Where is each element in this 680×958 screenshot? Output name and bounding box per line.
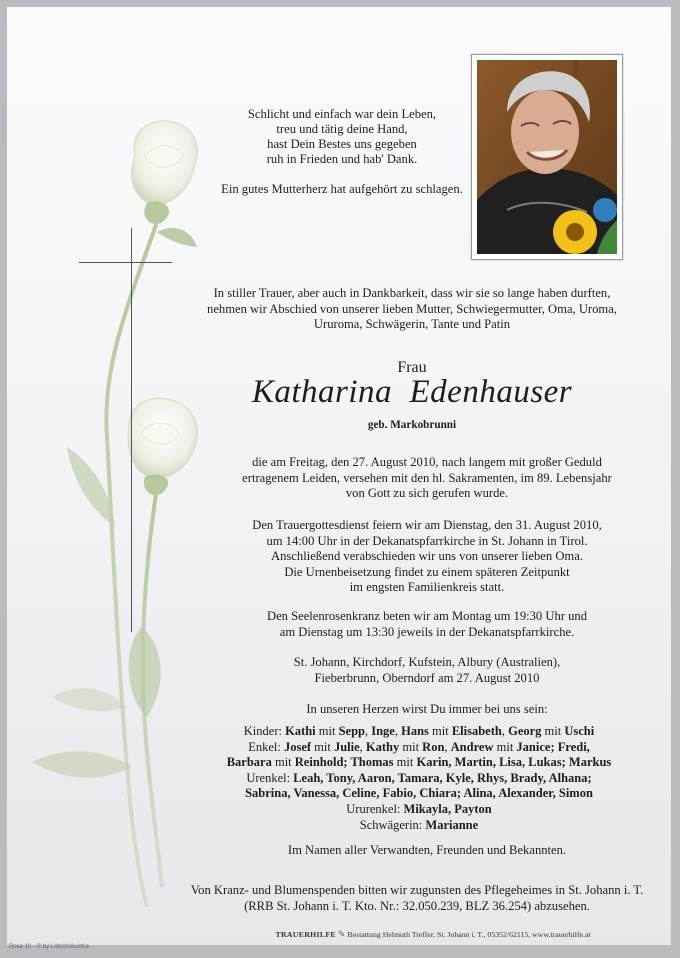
portrait-frame xyxy=(471,54,623,260)
rosary-notice xyxy=(207,609,647,640)
rosary-line: Den Seelenrosenkranz beten wir am Montag um 19:30 Uhr und xyxy=(266,609,587,623)
donation-notice xyxy=(167,883,667,914)
family-schwaegerin: Schwägerin: Marianne xyxy=(359,817,479,832)
salutation: Frau xyxy=(397,359,427,376)
service-line: im engsten Familienkreis statt. xyxy=(349,580,505,594)
poem-closing: Ein gutes Mutterherz hat aufgehört zu schlagen. xyxy=(221,182,463,196)
family-kinder: Kinder: Kathi mit Sepp, Inge, Hans mit Elisabeth, Georg mit Uschi xyxy=(243,724,595,738)
service-line: Anschließend verabschieden wir uns von unserer lieben Oma. xyxy=(271,549,583,563)
obituary-sheet xyxy=(7,7,671,945)
cross-horizontal-bar xyxy=(79,262,172,263)
rosary-line: am Dienstag um 13:30 jeweils in der Dekanatspfarrkirche. xyxy=(279,624,575,639)
funeral-service xyxy=(207,518,647,596)
death-line: ertragenem Leiden, versehen mit den hl. Sakramenten, im 89. Lebensjahr xyxy=(242,470,612,485)
family-ururenkel: Ururenkel: Mikayla, Payton xyxy=(346,801,492,816)
intro-line: In stiller Trauer, aber auch in Dankbarkeit, dass wir sie so lange haben durften, xyxy=(213,286,611,300)
family-list xyxy=(169,724,669,833)
poem xyxy=(207,107,477,197)
hearts-line: In unseren Herzen wirst Du immer bei uns sein: xyxy=(306,702,548,716)
places-line: St. Johann, Kirchdorf, Kufstein, Albury (Australien), xyxy=(293,655,561,669)
donation-line: Von Kranz- und Blumenspenden bitten wir zugunsten des Pflegeheimes in St. Johann i. T. xyxy=(190,883,644,897)
intro-line: nehmen wir Abschied von unserer lieben Mutter, Schwiegermutter, Oma, Uroma, xyxy=(207,301,617,316)
service-line: Die Urnenbeisetzung findet zu einem späteren Zeitpunkt xyxy=(284,564,570,579)
footer-brand: TRAUERHILFE xyxy=(275,930,336,939)
service-line: Den Trauergottesdienst feiern wir am Dienstag, den 31. August 2010, xyxy=(252,518,602,532)
image-credit: Rose 10 - © by Lötsch/Austria xyxy=(9,944,89,950)
maiden-name: geb. Markobrunni xyxy=(367,419,457,431)
lower-rose xyxy=(128,398,197,495)
service-line: um 14:00 Uhr in der Dekanatspfarrkirche in St. Johann in Tirol. xyxy=(266,533,588,548)
places-line: Fieberbrunn, Oberndorf am 27. August 2010 xyxy=(314,670,540,685)
donation-line: (RRB St. Johann i. T. Kto. Nr.: 32.050.239, BLZ 36.254) abzusehen. xyxy=(244,898,590,913)
places-date xyxy=(207,655,647,686)
family-urenkel: Urenkel: Leah, Tony, Aaron, Tamara, Kyle, Rhys, Brady, Alhana; xyxy=(246,770,592,785)
intro-line: Ururoma, Schwägerin, Tante und Patin xyxy=(313,317,511,331)
footer-text: Bestattung Helmuth Treffer, St. Johann i. T., 05352/62115, www.trauerhilfe.at xyxy=(347,930,591,939)
funeral-home-footer xyxy=(213,929,653,940)
cross-vertical-bar xyxy=(131,228,132,632)
family-enkel: Enkel: Josef mit Julie, Kathy mit Ron, Andrew mit Janice; Fredi, xyxy=(248,739,590,754)
poem-line: treu und tätig deine Hand, xyxy=(276,122,408,136)
poem-line: Schlicht und einfach war dein Leben, xyxy=(247,107,437,121)
family-urenkel-cont: Sabrina, Vanessa, Celine, Fabio, Chiara; Alina, Alexander, Simon xyxy=(245,786,593,801)
deceased-name: Katharina Edenhauser xyxy=(251,374,573,410)
death-notice xyxy=(207,455,647,502)
portrait-photo xyxy=(477,60,617,254)
top-rose xyxy=(132,121,198,224)
death-line: die am Freitag, den 27. August 2010, nach langem mit großer Geduld xyxy=(252,455,602,469)
poem-line: ruh in Frieden und hab' Dank. xyxy=(266,152,418,166)
intro-text xyxy=(177,286,647,333)
family-enkel-cont: Barbara mit Reinhold; Thomas mit Karin, Martin, Lisa, Lukas; Markus xyxy=(226,755,612,770)
poem-line: hast Dein Bestes uns gegeben xyxy=(267,137,417,151)
quill-icon: ✎ xyxy=(337,929,346,939)
death-line: von Gott zu sich gerufen wurde. xyxy=(345,486,509,500)
closing-line: Im Namen aller Verwandten, Freunden und Bekannten. xyxy=(287,843,567,857)
